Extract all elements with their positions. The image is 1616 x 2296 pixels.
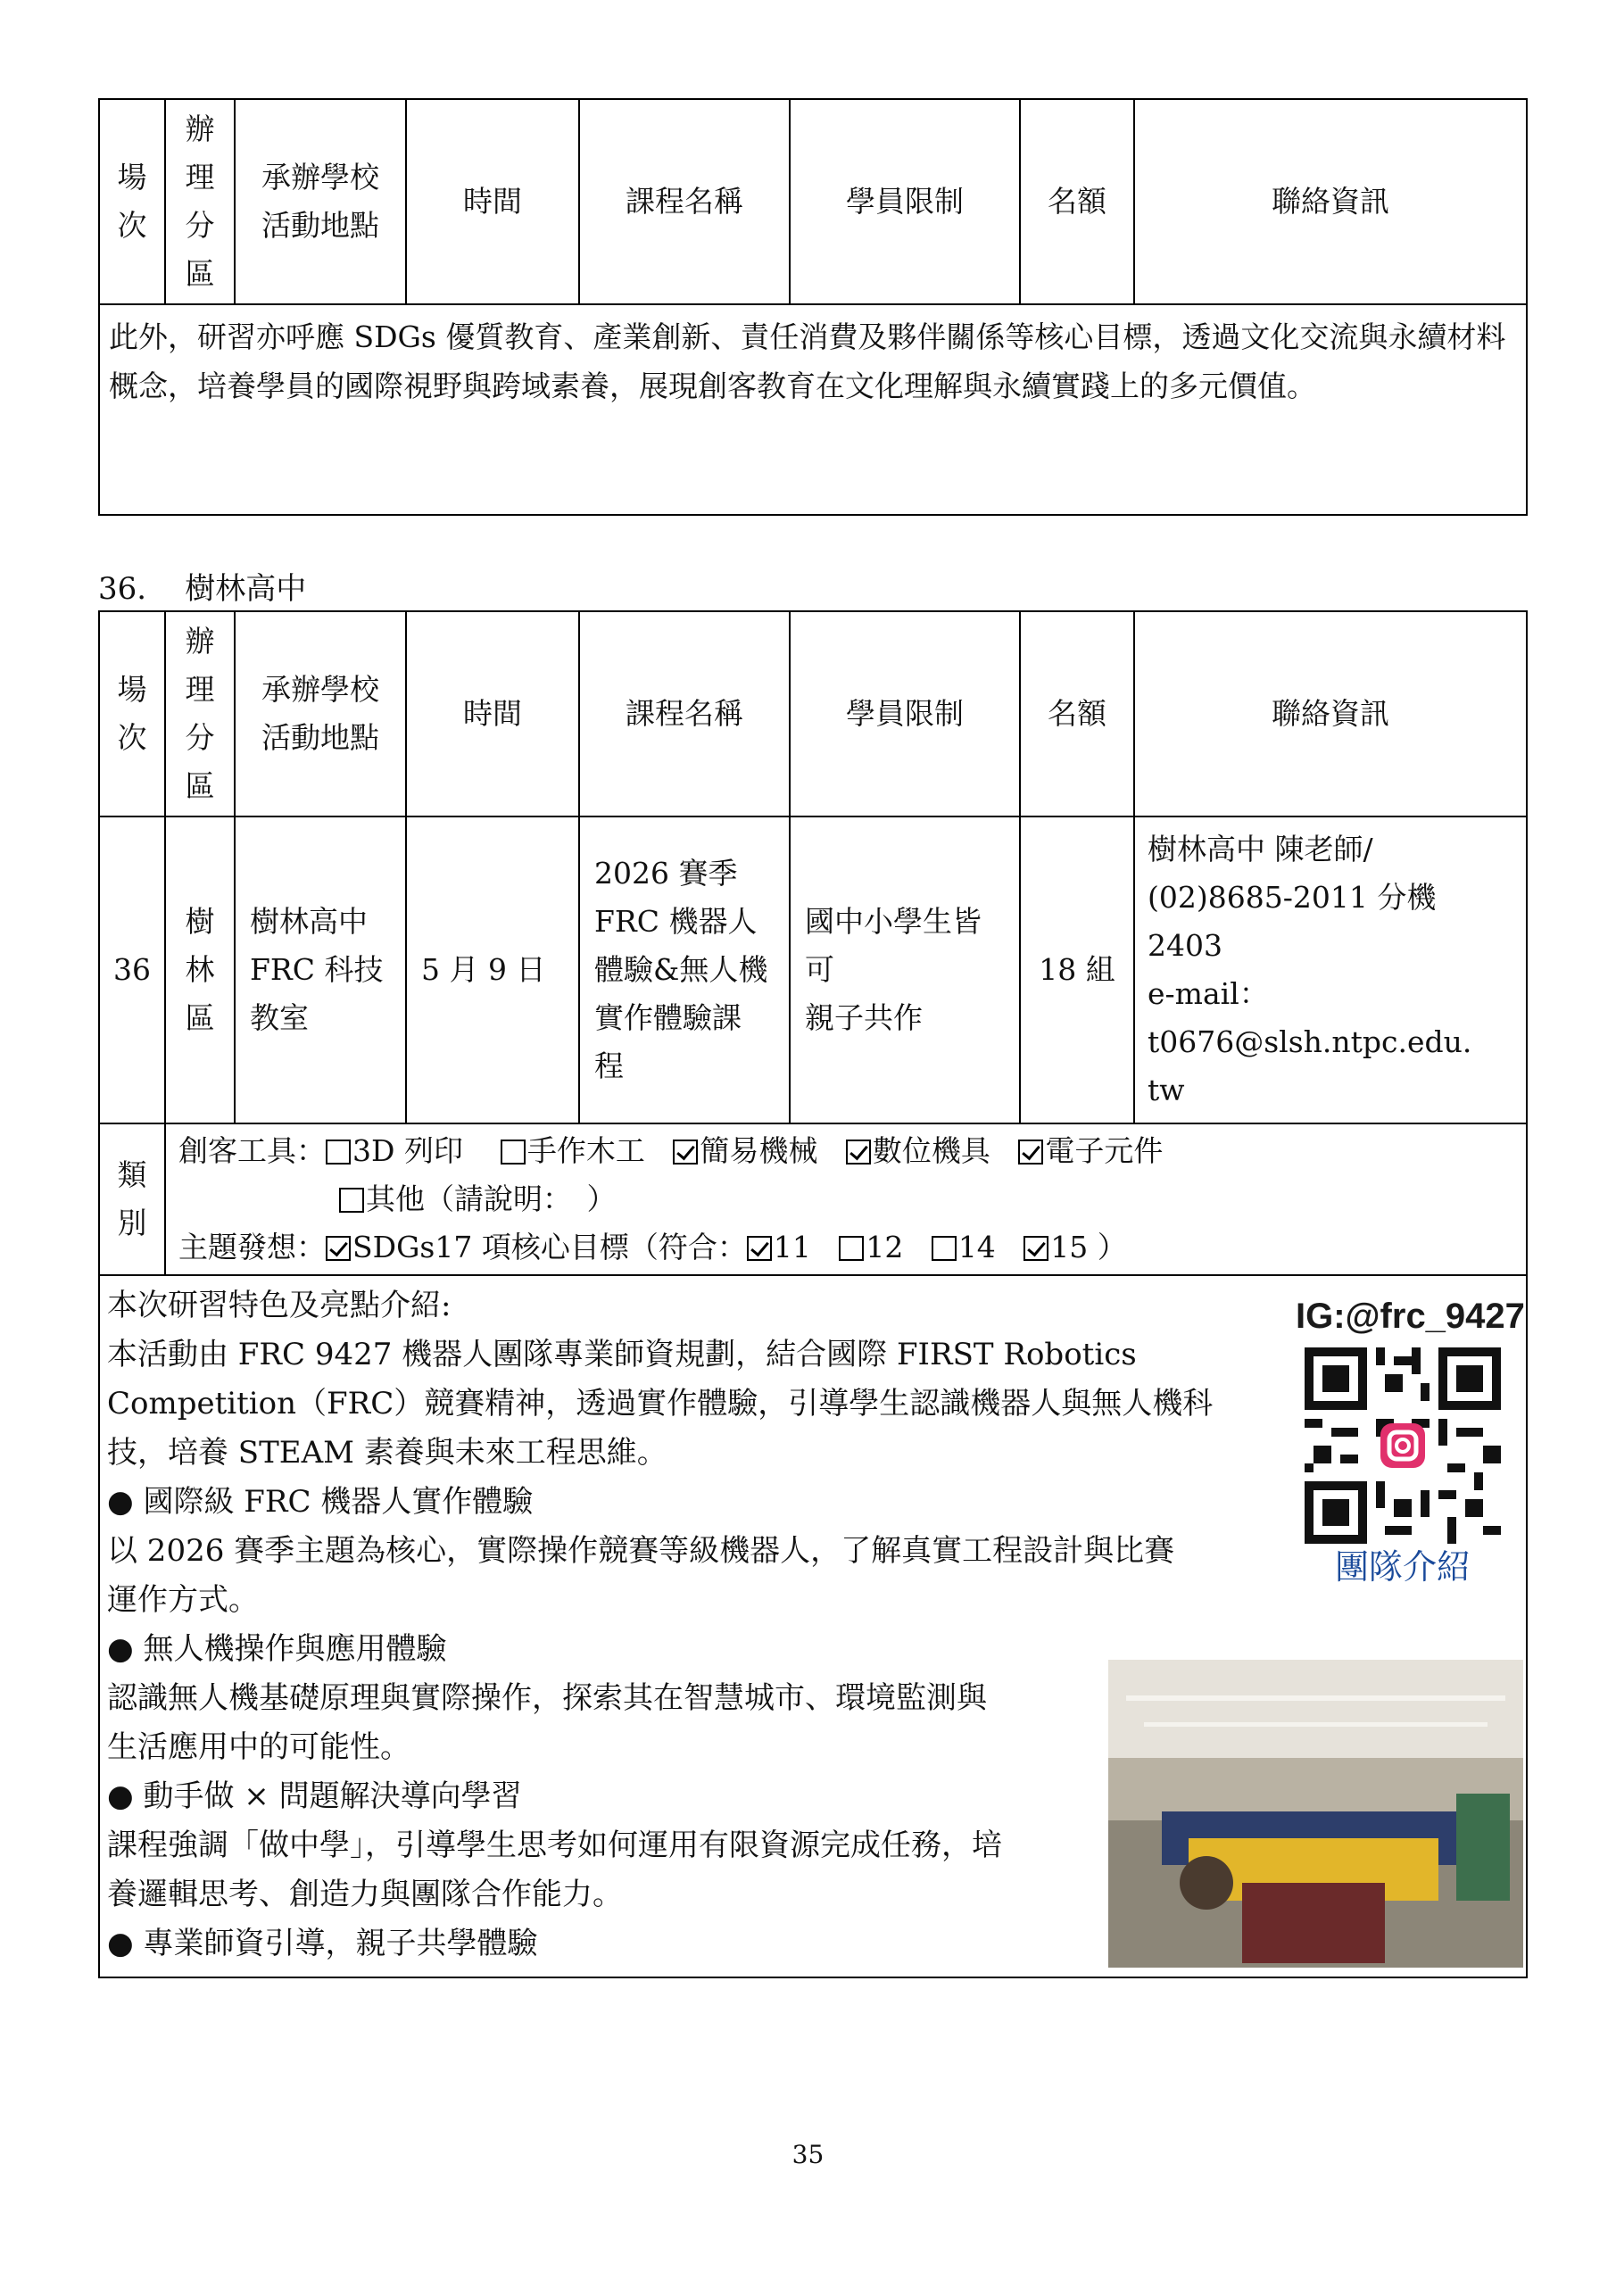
cell-course: 2026 賽季 FRC 機器人 體驗&無人機 實作體驗課 程 — [579, 816, 790, 1123]
checkbox-sdgs[interactable] — [326, 1236, 351, 1261]
checkbox-woodwork[interactable] — [501, 1140, 526, 1165]
header-course: 課程名稱 — [579, 611, 790, 816]
cell-contact: 樹林高中 陳老師/ (02)8685-2011 分機 2403 e-mail： t0676@slsh.ntpc.edu. tw — [1134, 816, 1527, 1123]
header-time: 時間 — [406, 611, 579, 816]
session-36-table — [98, 610, 1528, 1978]
qr-code-icon[interactable] — [1305, 1347, 1501, 1544]
checkbox-goal-12[interactable] — [839, 1236, 864, 1261]
header-course: 課程名稱 — [579, 99, 790, 304]
checkbox-goal-14[interactable] — [932, 1236, 957, 1261]
theme-line: 主題發想： SDGs17 項核心目標（符合： 11 12 14 15 ） — [178, 1230, 1127, 1264]
header-session: 場 次 — [99, 611, 165, 816]
cell-session: 36 — [99, 816, 165, 1123]
cell-district: 樹 林 區 — [165, 816, 235, 1123]
header-quota: 名額 — [1020, 611, 1134, 816]
header-district: 辦 理 分 區 — [165, 611, 235, 816]
header-time: 時間 — [406, 99, 579, 304]
header-quota: 名額 — [1020, 99, 1134, 304]
checkbox-goal-11[interactable] — [747, 1236, 772, 1261]
cell-location: 樹林高中 FRC 科技 教室 — [235, 816, 406, 1123]
category-cell — [165, 1123, 1527, 1275]
prev-note: 此外，研習亦呼應 SDGs 優質教育、產業創新、責任消費及夥伴關係等核心目標，透過文化交流與永續材料概念，培養學員的國際視野與跨域素養，展現創客教育在文化理解與永續實踐上的多元價值。 — [99, 304, 1527, 515]
cell-time: 5 月 9 日 — [406, 816, 579, 1123]
checkbox-digital-tools[interactable] — [846, 1140, 871, 1165]
instagram-handle: IG:@frc_9427 — [1296, 1297, 1525, 1336]
header-school: 承辦學校 活動地點 — [235, 611, 406, 816]
checkbox-goal-15[interactable] — [1023, 1236, 1048, 1261]
checkbox-electronics[interactable] — [1018, 1140, 1043, 1165]
group-photo — [1108, 1660, 1523, 1968]
prev-table — [98, 98, 1528, 516]
header-district: 辦 理 分 區 — [165, 99, 235, 304]
header-limit: 學員限制 — [790, 611, 1020, 816]
intro-cell — [99, 1275, 1527, 1977]
cell-quota: 18 組 — [1020, 816, 1134, 1123]
header-contact: 聯絡資訊 — [1134, 611, 1527, 816]
header-school: 承辦學校 活動地點 — [235, 99, 406, 304]
checkbox-3d-print[interactable] — [326, 1140, 351, 1165]
cell-limit: 國中小學生皆 可 親子共作 — [790, 816, 1020, 1123]
maker-tools-line: 創客工具： 3D 列印 手作木工 簡易機械 數位機具 電子元件 — [178, 1133, 1164, 1168]
other-line: 其他（請說明： ） — [178, 1175, 1513, 1223]
header-session: 場 次 — [99, 99, 165, 304]
checkbox-other[interactable] — [339, 1188, 364, 1213]
section-heading: 36. 樹林高中 — [98, 571, 307, 607]
team-intro-caption: 團隊介紹 — [1334, 1549, 1471, 1587]
checkbox-simple-machinery[interactable] — [673, 1140, 698, 1165]
intro-text: 本次研習特色及亮點介紹: 本活動由 FRC 9427 機器人團隊專業師資規劃，結合國際 FIRST Robotics Competition（FRC）競賽精神，透過實作體驗，引導學生認識機器人與無人機科 技，培養 STEAM 素養與未來工程思維。 ● 國際級 FRC 機器人實作體驗 以 2026 賽季主題為核心，實際操作競賽等級機器人，了解真實工程設計與比賽 運作方式。 ● 無人機操作與應用體驗 認識無人機基礎原理與實際操作，探索其在智慧城市、環境監測與 生活應用中的可能性。 ● 動手做 × 問題解決導向學習 課程強調「做中學」，引導學生思考如何運用有限資源完成任務，培 養邏輯思考、創造力與團隊合作能力。 ● 專業師資引導，親子共學體驗 — [107, 1288, 1214, 1961]
header-contact: 聯絡資訊 — [1134, 99, 1527, 304]
header-limit: 學員限制 — [790, 99, 1020, 304]
page-number: 35 — [791, 2140, 825, 2169]
category-label: 類 別 — [99, 1123, 165, 1275]
